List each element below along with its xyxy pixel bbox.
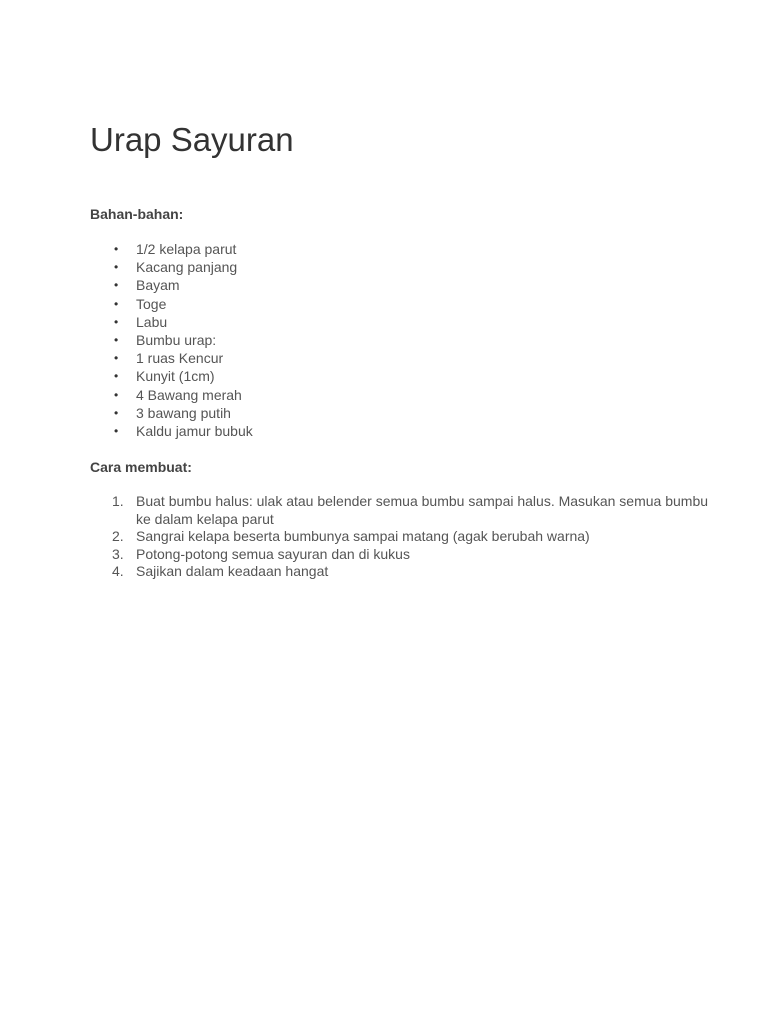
step-number: 3. bbox=[112, 545, 124, 562]
ingredient-text: Kaldu jamur bubuk bbox=[136, 423, 253, 440]
step-text: Sangrai kelapa beserta bumbunya sampai matang (agak berubah warna) bbox=[136, 528, 590, 544]
ingredient-text: Bayam bbox=[136, 277, 180, 294]
bullet-icon: • bbox=[114, 351, 119, 366]
ingredient-text: Kunyit (1cm) bbox=[136, 368, 215, 385]
ingredients-list bbox=[90, 240, 690, 440]
ingredients-heading: Bahan-bahan: bbox=[90, 206, 184, 222]
ingredient-text: Labu bbox=[136, 313, 168, 330]
step-text: Sajikan dalam keadaan hangat bbox=[136, 563, 329, 579]
bullet-icon: • bbox=[114, 333, 119, 348]
list-item bbox=[90, 331, 690, 349]
list-item bbox=[90, 563, 710, 581]
ingredient-text: 1 ruas Kencur bbox=[136, 350, 224, 367]
ingredient-text: 1/2 kelapa parut bbox=[136, 241, 237, 257]
list-item bbox=[90, 276, 690, 294]
ingredient-text: 3 bawang putih bbox=[136, 404, 231, 421]
list-item bbox=[90, 313, 690, 331]
bullet-icon: • bbox=[114, 296, 119, 311]
list-item bbox=[90, 546, 710, 564]
recipe-title: Urap Sayuran bbox=[90, 121, 294, 158]
bullet-icon: • bbox=[114, 242, 119, 256]
list-item bbox=[90, 528, 710, 546]
bullet-icon: • bbox=[114, 260, 119, 275]
bullet-icon: • bbox=[114, 424, 119, 439]
bullet-icon: • bbox=[114, 369, 119, 384]
list-item bbox=[90, 493, 710, 528]
steps-list bbox=[90, 493, 710, 581]
bullet-icon: • bbox=[114, 314, 119, 329]
steps-heading: Cara membuat: bbox=[90, 459, 192, 475]
bullet-icon: • bbox=[114, 278, 119, 293]
list-item bbox=[90, 258, 690, 276]
bullet-icon: • bbox=[114, 405, 119, 420]
step-number: 1. bbox=[112, 493, 124, 509]
list-item bbox=[90, 349, 690, 367]
list-item bbox=[90, 404, 690, 422]
step-number: 2. bbox=[112, 528, 124, 544]
step-text: Potong-potong semua sayuran dan di kukus bbox=[136, 545, 410, 562]
list-item bbox=[90, 422, 690, 440]
ingredient-text: 4 Bawang merah bbox=[136, 386, 242, 403]
ingredient-text: Bumbu urap: bbox=[136, 332, 217, 349]
ingredient-text: Kacang panjang bbox=[136, 259, 238, 276]
ingredient-text: Toge bbox=[136, 295, 167, 312]
bullet-icon: • bbox=[114, 387, 119, 402]
step-number: 4. bbox=[112, 563, 124, 579]
list-item bbox=[90, 295, 690, 313]
list-item bbox=[90, 240, 690, 258]
list-item bbox=[90, 386, 690, 404]
list-item bbox=[90, 367, 690, 385]
step-text: Buat bumbu halus: ulak atau belender semua bumbu sampai halus. Masukan semua bumbu ke dalam kelapa parut bbox=[136, 493, 709, 527]
